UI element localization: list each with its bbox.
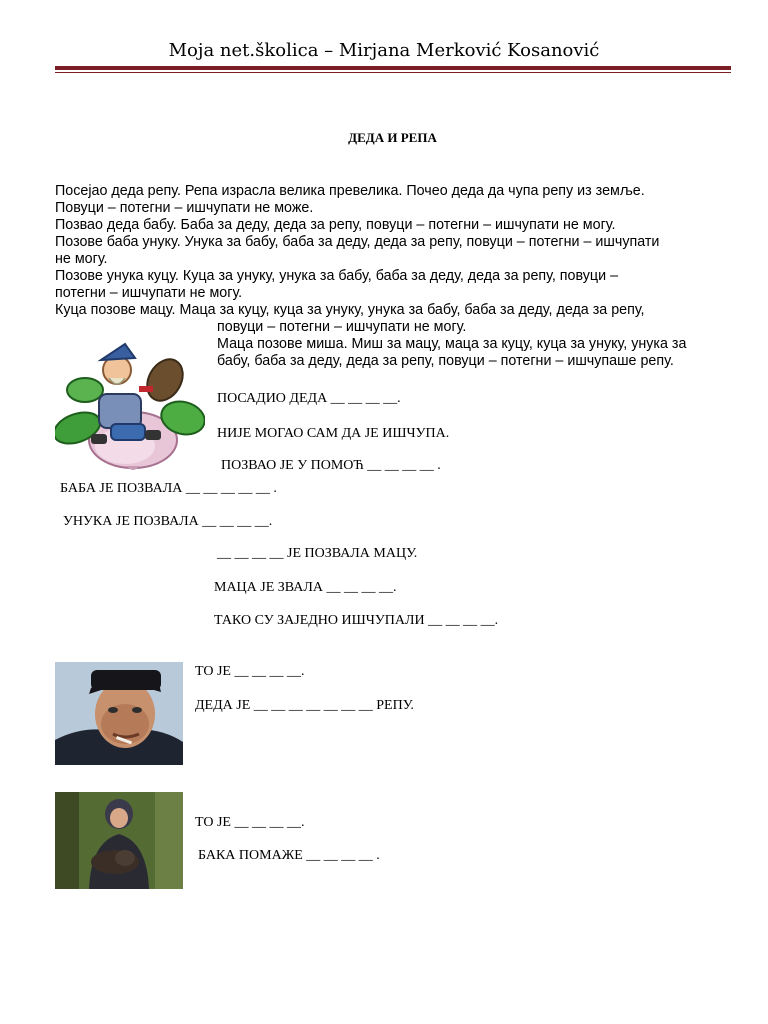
- story-line: не могу.: [55, 251, 108, 267]
- grandma-photo: [55, 792, 183, 889]
- exercise-line: ТАКО СУ ЗАЈЕДНО ИШЧУПАЛИ __ __ __ __.: [214, 613, 499, 628]
- grandma-line: БАКА ПОМАЖЕ __ __ __ __ .: [198, 848, 380, 863]
- exercise-line: ПОСАДИО ДЕДА __ __ __ __.: [217, 391, 401, 406]
- grandpa-photo: [55, 662, 183, 765]
- header-rule-thick: [55, 66, 731, 70]
- exercise-line: УНУКА ЈЕ ПОЗВАЛА __ __ __ __.: [63, 514, 273, 529]
- header-rule-thin: [55, 72, 731, 73]
- story-line: Куца позове мацу. Маца за куцу, куца за унуку, унука за бабу, баба за деду, деда за репу,: [55, 302, 645, 318]
- story-line: Посејао деда репу. Репа израсла велика превелика. Почео деда да чупа репу из земље.: [55, 183, 645, 199]
- grandpa-turnip-illustration: [55, 338, 205, 474]
- exercise-line: НИЈЕ МОГАО САМ ДА ЈЕ ИШЧУПА.: [217, 426, 450, 441]
- story-line: повуци – потегни – ишчупати не могу.: [217, 319, 467, 335]
- story-line: Позове унука куцу. Куца за унуку, унука за бабу, баба за деду, деда за репу, повуци –: [55, 268, 619, 284]
- exercise-line: ПОЗВАО ЈЕ У ПОМОЋ __ __ __ __ .: [221, 458, 441, 473]
- story-line: Позвао деда бабу. Баба за деду, деда за репу, повуци – потегни – ишчупати не могу.: [55, 217, 616, 233]
- story-line: потегни – ишчупати не могу.: [55, 285, 243, 301]
- exercise-line: БАБА ЈЕ ПОЗВАЛА __ __ __ __ __ .: [60, 481, 277, 496]
- exercise-line: МАЦА ЈЕ ЗВАЛА __ __ __ __.: [214, 580, 397, 595]
- exercise-line: __ __ __ __ ЈЕ ПОЗВАЛА МАЦУ.: [217, 546, 418, 561]
- grandma-line: ТО ЈЕ __ __ __ __.: [195, 815, 305, 830]
- page-header-title: Moja net.školica – Mirjana Merković Kosanović: [168, 40, 600, 61]
- story-line: Позове баба унуку. Унука за бабу, баба за деду, деда за репу, повуци – потегни – ишчупати: [55, 234, 660, 250]
- story-line: Маца позове миша. Миш за мацу, маца за куцу, куца за унуку, унука за: [217, 336, 687, 352]
- story-line: Повуци – потегни – ишчупати не може.: [55, 200, 314, 216]
- grandpa-line: ДЕДА ЈЕ __ __ __ __ __ __ __ РЕПУ.: [195, 698, 414, 713]
- story-line: бабу, баба за деду, деда за репу, повуци – потегни – ишчупаше репу.: [217, 353, 674, 369]
- document-title: ДЕДА И РЕПА: [348, 130, 437, 145]
- grandpa-line: ТО ЈЕ __ __ __ __.: [195, 664, 305, 679]
